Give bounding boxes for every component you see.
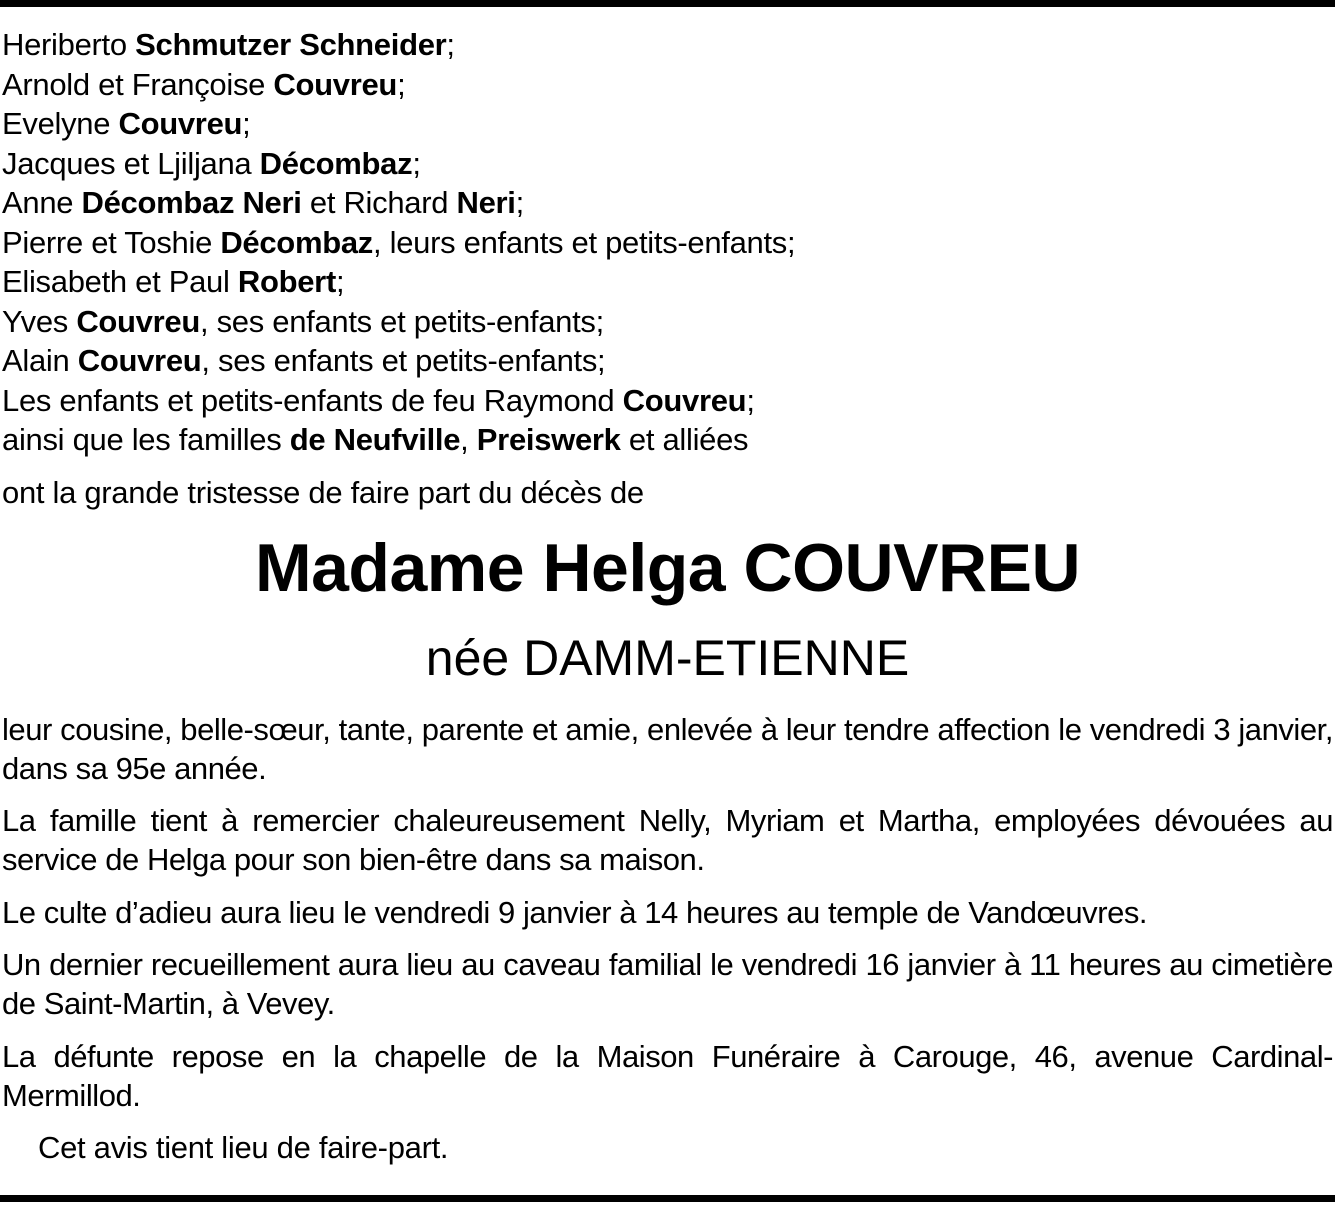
family-surname: Robert (237, 264, 336, 299)
relation-paragraph: leur cousine, belle-sœur, tante, parente et amie, enlevée à leur tendre affection le vendredi 3 janvier, dans sa 95e année. (2, 712, 1333, 786)
family-text: ; (397, 66, 406, 102)
family-text: Elisabeth et Paul (2, 264, 238, 299)
family-line (2, 65, 1322, 105)
family-line (2, 302, 1322, 342)
maiden-name: née DAMM-ETIENNE (425, 630, 910, 686)
family-text: Jacques et Ljiljana (2, 145, 260, 181)
family-text: , ses enfants et petits-enfants; (199, 303, 604, 339)
family-text: Arnold et Françoise (2, 66, 274, 102)
service-paragraph: Le culte d’adieu aura lieu le vendredi 9 janvier à 14 heures au temple de Vandœuvres. (2, 895, 1148, 930)
family-text: ; (242, 106, 251, 141)
family-surname: Décombaz (220, 224, 373, 260)
family-surname: Schmutzer Schneider (135, 27, 447, 62)
family-text: ainsi que les familles (2, 422, 290, 457)
notice-line: Cet avis tient lieu de faire-part. (38, 1130, 449, 1165)
family-text: Heriberto (2, 27, 136, 62)
rest-paragraph: La défunte repose en la chapelle de la Maison Funéraire à Carouge, 46, avenue Cardinal-Mermillod. (2, 1039, 1333, 1113)
family-line (2, 25, 1322, 65)
family-line (2, 420, 1322, 460)
burial-paragraph: Un dernier recueillement aura lieu au caveau familial le vendredi 16 janvier à 11 heures au cimetière de Saint-Martin, à Vevey. (2, 947, 1333, 1021)
family-text: Pierre et Toshie (2, 224, 221, 260)
family-line (2, 341, 1322, 381)
family-line (2, 381, 1322, 421)
family-text: Anne (2, 185, 82, 220)
family-line (2, 223, 1322, 263)
family-text: ; (515, 185, 524, 220)
family-text: Yves (2, 303, 77, 339)
family-text: , leurs enfants et petits-enfants; (373, 224, 796, 260)
family-surname: Décombaz (259, 145, 413, 181)
family-text: Les enfants et petits-enfants de feu Raymond (2, 382, 623, 418)
bottom-border-rule (0, 1195, 1335, 1202)
family-surname: Décombaz Neri (81, 185, 302, 220)
family-text: , (460, 422, 477, 457)
thanks-paragraph: La famille tient à remercier chaleureusement Nelly, Myriam et Martha, employées dévouées au service de Helga pour son bien-être dans sa maison. (2, 803, 1333, 877)
family-text: ; (335, 264, 345, 299)
family-surname: Couvreu (622, 382, 747, 418)
family-list (2, 25, 1322, 460)
family-line (2, 183, 1322, 223)
family-surname: Couvreu (118, 106, 243, 141)
announcement-intro: ont la grande tristesse de faire part du décès de (2, 475, 644, 510)
family-line (2, 262, 1322, 302)
family-surname: de Neufville (289, 422, 461, 457)
family-text: , ses enfants et petits-enfants; (201, 343, 606, 378)
family-text: ; (446, 27, 455, 62)
family-line (2, 144, 1322, 184)
family-text: ; (746, 382, 755, 418)
family-surname: Preiswerk (476, 422, 621, 457)
family-surname: Neri (456, 185, 516, 220)
deceased-name: Madame Helga COUVREU (254, 530, 1081, 606)
top-border-rule (0, 0, 1335, 7)
family-surname: Couvreu (77, 343, 202, 378)
family-line (2, 104, 1322, 144)
family-text: ; (412, 145, 421, 181)
family-text: Alain (2, 343, 78, 378)
family-text: et Richard (301, 185, 457, 220)
family-surname: Couvreu (273, 66, 398, 102)
family-text: Evelyne (2, 106, 119, 141)
family-text: et alliées (620, 422, 749, 457)
family-surname: Couvreu (76, 303, 200, 339)
